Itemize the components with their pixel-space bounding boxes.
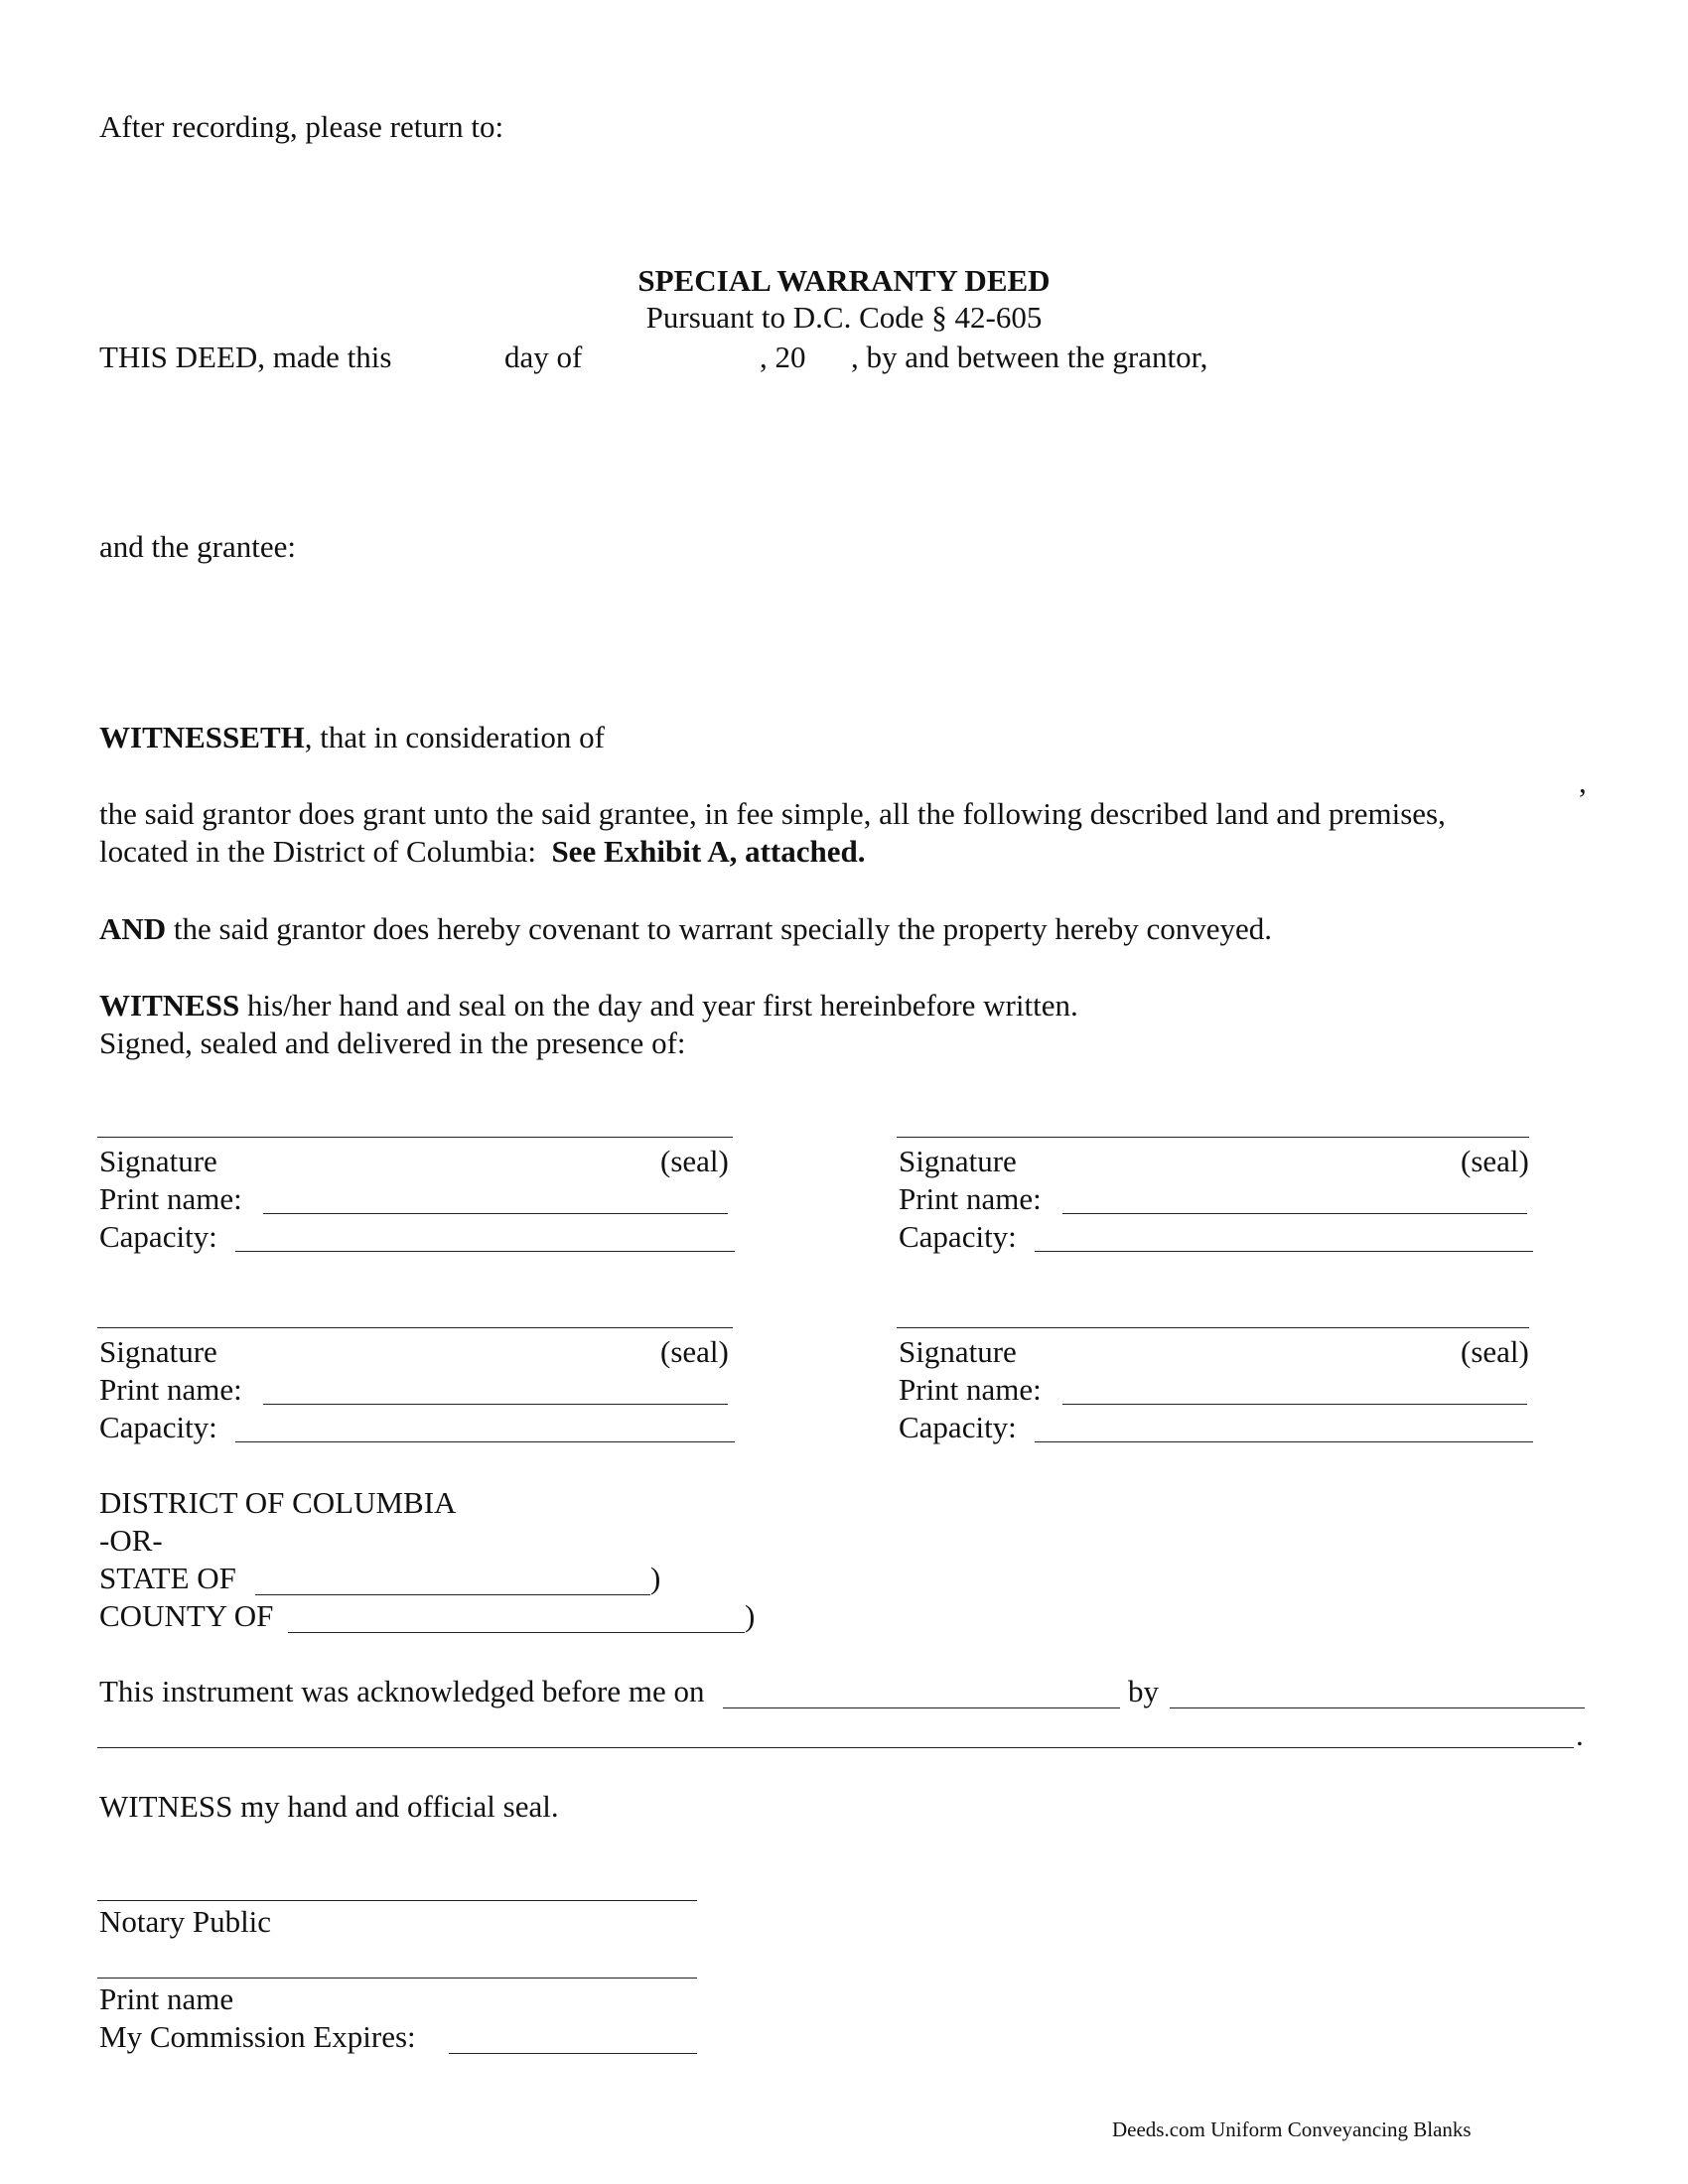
capacity-label: Capacity: bbox=[899, 1219, 1017, 1254]
grantee-label: and the grantee: bbox=[99, 529, 296, 564]
seal-label: (seal) bbox=[660, 1144, 729, 1178]
seal-label: (seal) bbox=[1461, 1334, 1529, 1369]
capacity-line[interactable] bbox=[235, 1441, 735, 1442]
signature-line[interactable] bbox=[897, 1327, 1529, 1328]
capacity-label: Capacity: bbox=[99, 1410, 217, 1444]
signature-label: Signature bbox=[899, 1144, 1017, 1178]
commission-expires-label: My Commission Expires: bbox=[99, 2019, 416, 2054]
footer-text: Deeds.com Uniform Conveyancing Blanks bbox=[1112, 2117, 1472, 2141]
acknowledgment-date-line[interactable] bbox=[723, 1707, 1120, 1708]
county-line[interactable] bbox=[288, 1632, 745, 1633]
print-name-label: Print name: bbox=[99, 1372, 242, 1407]
capacity-line[interactable] bbox=[1035, 1441, 1533, 1442]
signature-line[interactable] bbox=[897, 1137, 1529, 1138]
acknowledgment-name-line[interactable] bbox=[1170, 1707, 1585, 1708]
witnesseth-lead: WITNESSETH bbox=[99, 720, 305, 754]
witness-seal-line: WITNESS my hand and official seal. bbox=[99, 1789, 559, 1824]
acknowledgment-by: by bbox=[1128, 1674, 1159, 1708]
seal-label: (seal) bbox=[1461, 1144, 1529, 1178]
notary-print-name-label: Print name bbox=[99, 1981, 234, 2016]
document-subtitle: Pursuant to D.C. Code § 42-605 bbox=[645, 300, 1043, 335]
intro-year: , 20 bbox=[760, 340, 806, 374]
notary-public-label: Notary Public bbox=[99, 1904, 272, 1939]
print-name-line[interactable] bbox=[1062, 1213, 1527, 1214]
venue-or: -OR- bbox=[99, 1523, 163, 1558]
covenant-clause bbox=[99, 911, 1272, 947]
exhibit-reference: See Exhibit A, attached. bbox=[551, 834, 866, 869]
witnesseth-rest: , that in consideration of bbox=[304, 720, 605, 754]
print-name-label: Print name: bbox=[899, 1372, 1042, 1407]
intro-day-of: day of bbox=[504, 340, 583, 374]
capacity-line[interactable] bbox=[1035, 1251, 1533, 1252]
witness-clause bbox=[99, 988, 1078, 1024]
document-title: SPECIAL WARRANTY DEED bbox=[637, 263, 1051, 298]
signed-sealed-line: Signed, sealed and delivered in the presence of: bbox=[99, 1025, 686, 1060]
capacity-label: Capacity: bbox=[899, 1410, 1017, 1444]
grant-line-1: the said grantor does grant unto the said grantee, in fee simple, all the following described land and premises, bbox=[99, 796, 1446, 831]
grant-location: located in the District of Columbia: bbox=[99, 834, 536, 869]
print-name-label: Print name: bbox=[99, 1181, 242, 1216]
covenant-rest: the said grantor does hereby covenant to warrant specially the property hereby conveyed. bbox=[166, 911, 1273, 946]
signature-label: Signature bbox=[99, 1144, 217, 1178]
venue-state-label: STATE OF bbox=[99, 1561, 236, 1595]
print-name-line[interactable] bbox=[263, 1404, 728, 1405]
signature-label: Signature bbox=[99, 1334, 217, 1369]
signature-label: Signature bbox=[899, 1334, 1017, 1369]
intro-this-deed: THIS DEED, made this bbox=[99, 340, 392, 374]
print-name-line[interactable] bbox=[1062, 1404, 1527, 1405]
seal-label: (seal) bbox=[660, 1334, 729, 1369]
acknowledgment-period: . bbox=[1576, 1717, 1584, 1752]
county-paren: ) bbox=[745, 1598, 756, 1633]
print-name-label: Print name: bbox=[899, 1181, 1042, 1216]
capacity-line[interactable] bbox=[235, 1251, 735, 1252]
witness-lead: WITNESS bbox=[99, 988, 240, 1023]
state-line[interactable] bbox=[255, 1594, 650, 1595]
acknowledgment-text: This instrument was acknowledged before me on bbox=[99, 1674, 705, 1708]
signature-line[interactable] bbox=[97, 1137, 733, 1138]
grant-line-2 bbox=[99, 834, 865, 870]
signature-line[interactable] bbox=[97, 1327, 733, 1328]
return-to-label: After recording, please return to: bbox=[99, 109, 504, 144]
commission-expires-line[interactable] bbox=[449, 2053, 697, 2054]
notary-signature-line[interactable] bbox=[97, 1900, 697, 1901]
witness-rest: his/her hand and seal on the day and year first hereinbefore written. bbox=[239, 988, 1078, 1023]
acknowledgment-name-line-2[interactable] bbox=[97, 1747, 1574, 1748]
intro-between: , by and between the grantor, bbox=[851, 340, 1208, 374]
covenant-lead: AND bbox=[99, 911, 167, 946]
notary-print-name-line[interactable] bbox=[97, 1978, 697, 1979]
print-name-line[interactable] bbox=[263, 1213, 728, 1214]
witnesseth-clause bbox=[99, 720, 605, 755]
witnesseth-comma: , bbox=[1579, 764, 1587, 799]
venue-county-label: COUNTY OF bbox=[99, 1598, 274, 1633]
venue-district: DISTRICT OF COLUMBIA bbox=[99, 1485, 457, 1520]
state-paren: ) bbox=[650, 1561, 661, 1595]
capacity-label: Capacity: bbox=[99, 1219, 217, 1254]
